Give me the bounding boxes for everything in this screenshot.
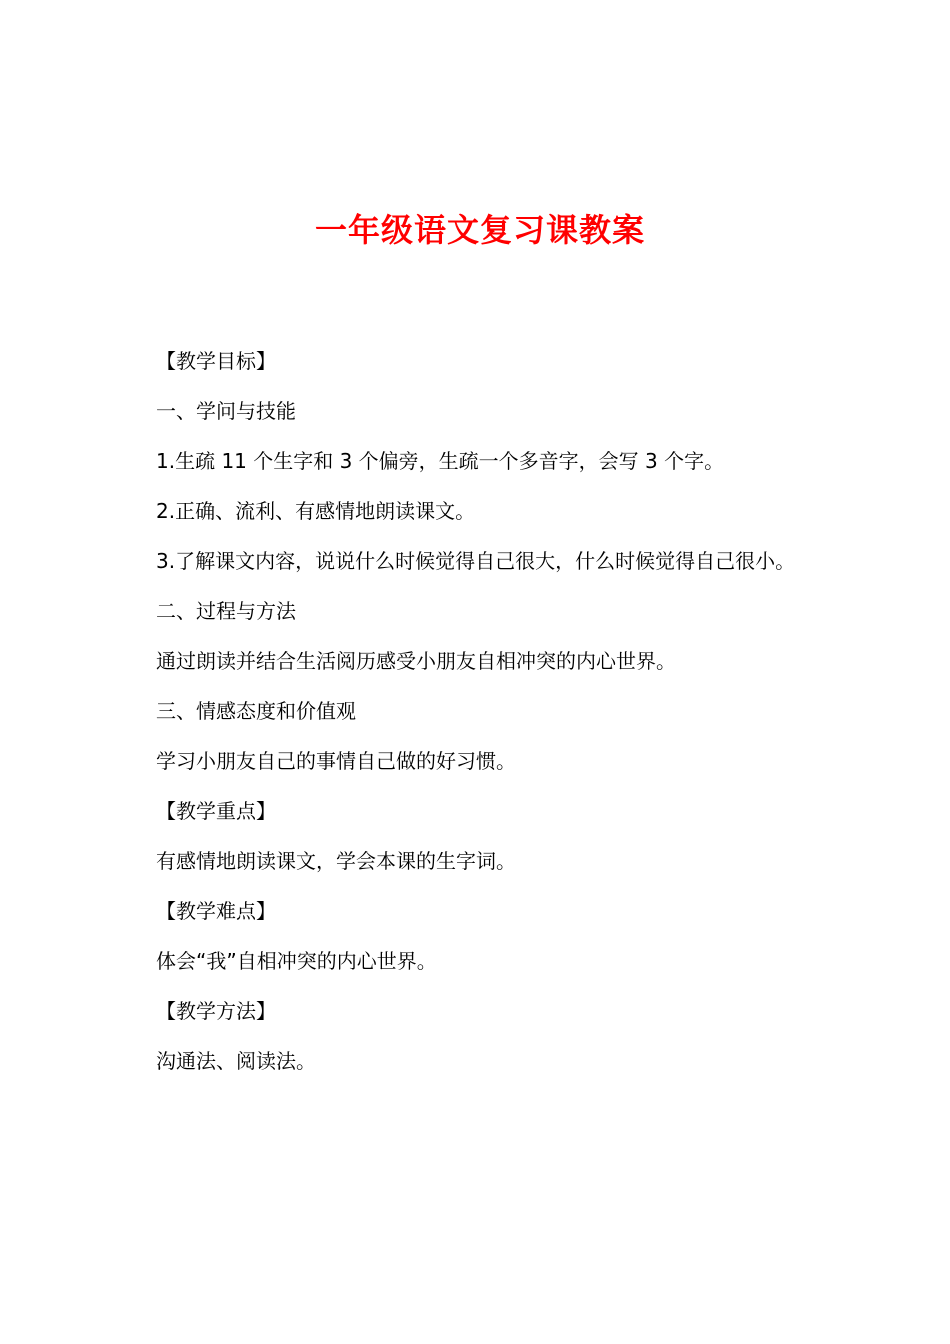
subsection-heading-attitude-values: 三、情感态度和价值观 xyxy=(156,699,356,723)
subsection-heading-knowledge-skills: 一、学问与技能 xyxy=(156,399,296,423)
paragraph-process-method: 通过朗读并结合生活阅历感受小朋友自相冲突的内心世界。 xyxy=(156,649,676,673)
document-body xyxy=(126,336,842,1086)
section-heading-difficulties: 【教学难点】 xyxy=(156,899,276,923)
paragraph-goal-2: 2.正确、流利、有感情地朗读课文。 xyxy=(156,499,476,523)
subsection-heading-process-method: 二、过程与方法 xyxy=(156,599,296,623)
paragraph-goal-3: 3.了解课文内容，说说什么时候觉得自己很大，什么时候觉得自己很小。 xyxy=(156,549,796,573)
document-title: 一年级语文复习课教案 xyxy=(314,211,645,249)
section-heading-methods: 【教学方法】 xyxy=(156,999,276,1023)
paragraph-goal-1: 1.生疏 11 个生字和 3 个偏旁，生疏一个多音字，会写 3 个字。 xyxy=(156,449,725,473)
paragraph-attitude-values: 学习小朋友自己的事情自己做的好习惯。 xyxy=(156,749,516,773)
section-heading-key-points: 【教学重点】 xyxy=(156,799,276,823)
paragraph-difficulties: 体会“我”自相冲突的内心世界。 xyxy=(156,949,437,973)
section-heading-teaching-goals: 【教学目标】 xyxy=(156,349,276,373)
paragraph-key-points: 有感情地朗读课文，学会本课的生字词。 xyxy=(156,849,516,873)
paragraph-methods: 沟通法、阅读法。 xyxy=(156,1049,316,1073)
